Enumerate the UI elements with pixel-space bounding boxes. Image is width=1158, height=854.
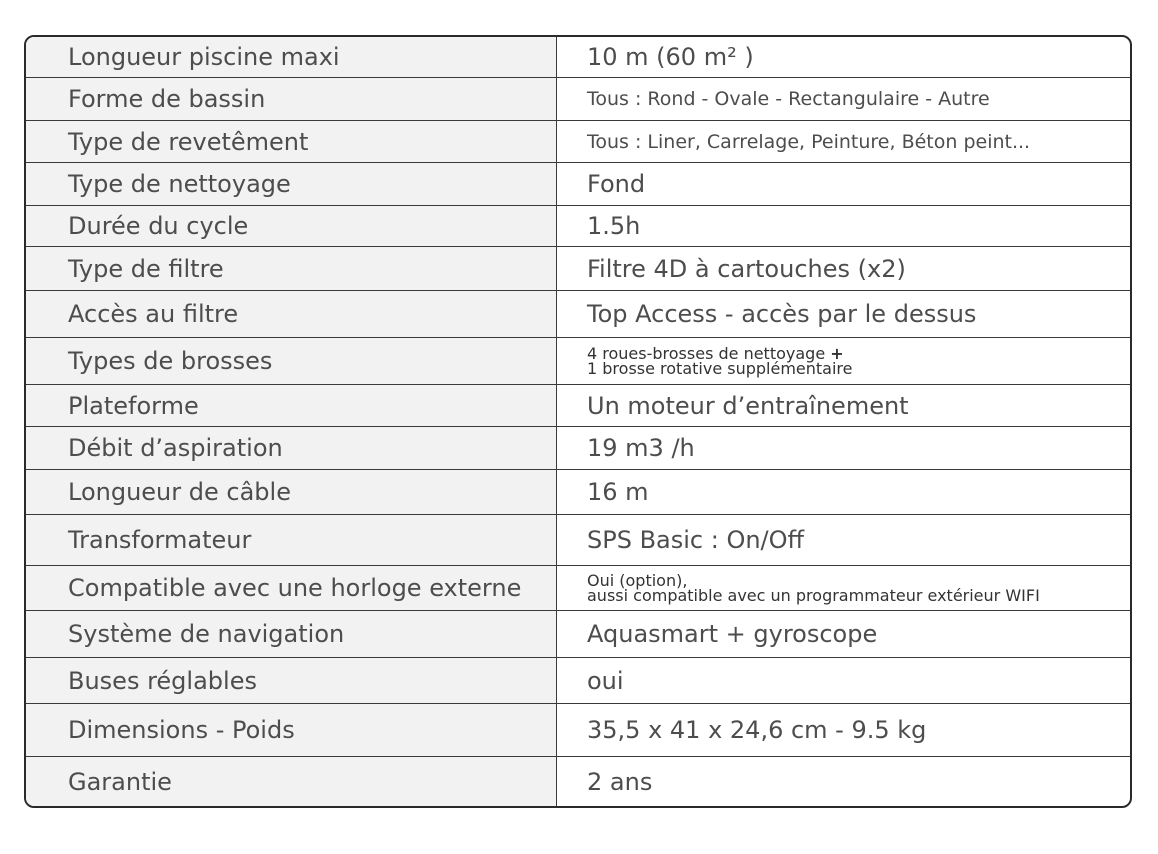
spec-label: Type de revetêment: [26, 121, 557, 162]
table-row: [26, 77, 1130, 120]
spec-label: Plateforme: [26, 385, 557, 426]
table-row: [26, 337, 1130, 384]
spec-label: Garantie: [26, 757, 557, 806]
table-row: [26, 756, 1130, 806]
table-row: [26, 205, 1130, 246]
spec-value: 16 m: [587, 478, 649, 506]
spec-value-line: aussi compatible avec un programmateur extérieur WIFI: [587, 586, 1040, 605]
table-row: [26, 657, 1130, 703]
table-row: [26, 120, 1130, 162]
spec-table: [24, 35, 1132, 808]
table-row: [26, 469, 1130, 514]
table-row: [26, 565, 1130, 610]
spec-value: 19 m3 /h: [587, 434, 695, 462]
spec-label: Débit d’aspiration: [26, 427, 557, 469]
table-row: [26, 514, 1130, 565]
spec-value: 35,5 x 41 x 24,6 cm - 9.5 kg: [587, 716, 927, 744]
table-row: [26, 37, 1130, 77]
spec-value: oui: [587, 666, 624, 695]
spec-label: Types de brosses: [26, 338, 557, 384]
table-row: [26, 703, 1130, 756]
table-row: [26, 162, 1130, 205]
plus-icon: +: [830, 344, 844, 363]
spec-label: Longueur de câble: [26, 470, 557, 514]
spec-label: Compatible avec une horloge externe: [26, 566, 557, 610]
spec-value-line-text: 4 roues-brosses de nettoyage: [587, 344, 826, 363]
table-row: [26, 246, 1130, 290]
spec-value: Aquasmart + gyroscope: [587, 620, 878, 648]
table-row: [26, 384, 1130, 426]
spec-label: Système de navigation: [26, 611, 557, 657]
spec-value: Top Access - accès par le dessus: [587, 300, 977, 328]
spec-value: [557, 566, 1130, 610]
spec-value: SPS Basic : On/Off: [587, 526, 805, 554]
spec-label: Durée du cycle: [26, 206, 557, 246]
spec-value: 10 m (60 m² ): [587, 43, 754, 71]
spec-label: Type de nettoyage: [26, 163, 557, 205]
spec-value-line: Oui (option),: [587, 571, 688, 590]
table-row: [26, 610, 1130, 657]
spec-label: Type de filtre: [26, 247, 557, 290]
spec-value: [557, 338, 1130, 384]
spec-label: Dimensions - Poids: [26, 704, 557, 756]
spec-value: Filtre 4D à cartouches (x2): [587, 254, 906, 283]
spec-label: Accès au filtre: [26, 291, 557, 337]
spec-label: Longueur piscine maxi: [26, 37, 557, 77]
spec-label: Buses réglables: [26, 658, 557, 703]
spec-value: Tous : Rond - Ovale - Rectangulaire - Autre: [587, 88, 990, 110]
spec-label: Forme de bassin: [26, 78, 557, 120]
spec-value: Tous : Liner, Carrelage, Peinture, Béton peint...: [587, 130, 1031, 153]
table-row: [26, 426, 1130, 469]
spec-value-line: 1 brosse rotative supplémentaire: [587, 359, 853, 378]
spec-value: 1.5h: [587, 212, 641, 240]
spec-value: Un moteur d’entraînement: [587, 391, 909, 420]
spec-value: 2 ans: [587, 767, 653, 796]
spec-label: Transformateur: [26, 515, 557, 565]
spec-value: Fond: [587, 170, 646, 198]
table-row: [26, 290, 1130, 337]
